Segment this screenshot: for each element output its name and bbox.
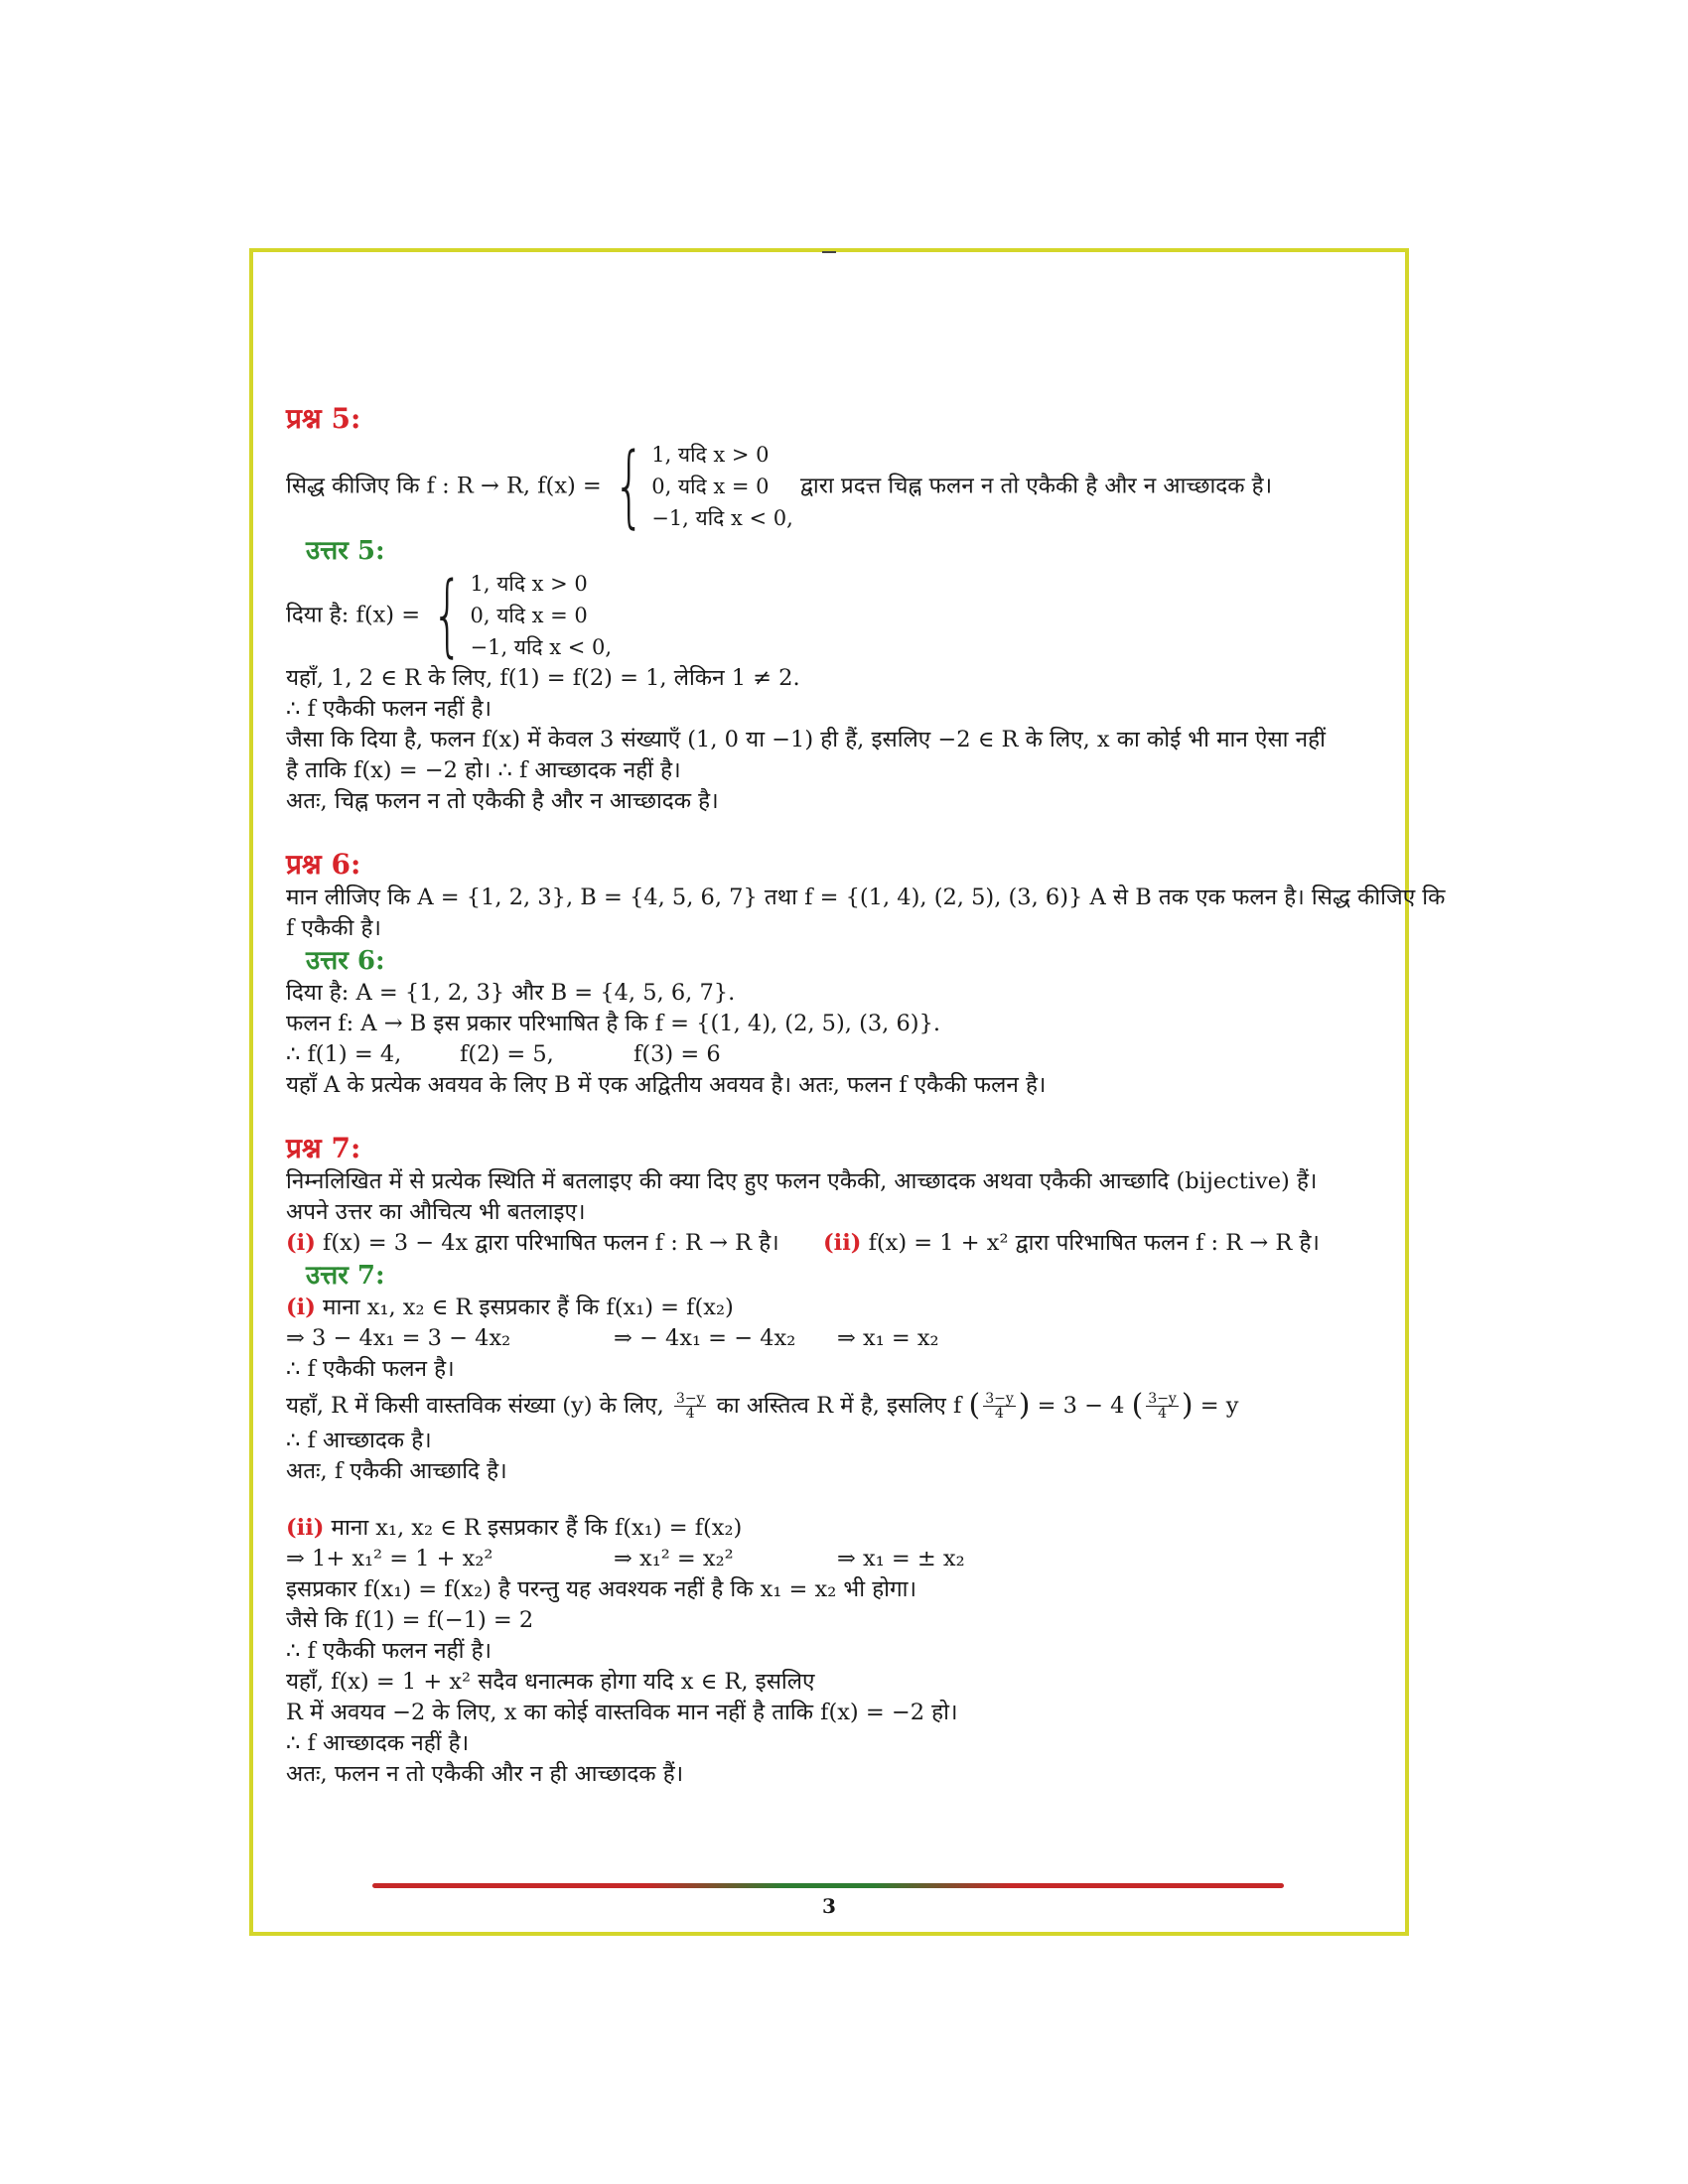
q5-answer-heading: उत्तर 5: xyxy=(306,536,385,566)
q7-i-steps xyxy=(286,1323,1378,1354)
q7-part-ii-text: f(x) = 1 + x² द्वारा परिभाषित फलन f : R → R है। xyxy=(868,1230,1320,1256)
q7-i-line-3: ∴ f एकैकी फलन है। xyxy=(286,1356,455,1382)
q5-line: जैसा कि दिया है, फलन f(x) में केवल 3 संख्याएँ (1, 0 या −1) ही हैं, इसलिए −2 ∈ R के लिए, x का कोई भी मान ऐसा नहीं xyxy=(286,727,1326,752)
q6-line: फलन f: A → B इस प्रकार परिभाषित है कि f = {(1, 4), (2, 5), (3, 6)}. xyxy=(286,1011,941,1036)
q6-conclusion: यहाँ A के प्रत्येक अवयव के लिए B में एक अद्वितीय अवयव है। अतः, फलन f एकैकी फलन है। xyxy=(286,1072,1047,1098)
q7-i-label: (i) xyxy=(286,1295,316,1320)
q7-ii-step-3: ⇒ x₁ = ± x₂ xyxy=(837,1546,965,1571)
q5-statement xyxy=(286,434,1378,538)
q5-given-cases xyxy=(470,568,612,663)
q5-line: यहाँ, 1, 2 ∈ R के लिए, f(1) = f(2) = 1, लेकिन 1 ≠ 2. xyxy=(286,665,800,691)
q7-heading: प्रश्न 7: xyxy=(286,1132,361,1164)
q5-line: अतः, चिह्न फलन न तो एकैकी है और न आच्छादक है। xyxy=(286,788,719,814)
q6-heading: प्रश्न 6: xyxy=(286,848,361,881)
q5-given-case-1: 1, यदि x > 0 xyxy=(470,572,588,596)
q7-ii-label: (ii) xyxy=(286,1515,325,1541)
page-content xyxy=(286,401,1446,1790)
q5-cases-block xyxy=(609,434,793,538)
q6-answer-heading: उत्तर 6: xyxy=(306,946,385,976)
q6-statement-2: f एकैकी है। xyxy=(286,915,381,941)
q6-line: दिया है: A = {1, 2, 3} और B = {4, 5, 6, 7}. xyxy=(286,980,736,1006)
q5-line: ∴ f एकैकी फलन नहीं है। xyxy=(286,696,492,722)
page-number: 3 xyxy=(822,1894,836,1918)
q7-ii-line: यहाँ, f(x) = 1 + x² सदैव धनात्मक होगा यदि x ∈ R, इसलिए xyxy=(286,1669,815,1695)
fraction xyxy=(674,1392,707,1421)
q7-parts xyxy=(286,1228,1378,1259)
q7-answer-heading: उत्तर 7: xyxy=(306,1261,385,1291)
q7-i-line-4d: = y xyxy=(1199,1393,1239,1419)
q7-ii-line: जैसे कि f(1) = f(−1) = 2 xyxy=(286,1607,534,1633)
q6-value-2: f(2) = 5, xyxy=(460,1041,554,1067)
fraction-denominator: 4 xyxy=(1158,1405,1168,1422)
left-brace-icon: { xyxy=(613,434,645,538)
q7-part-i-label: (i) xyxy=(286,1230,316,1256)
q7-i-line-4: यहाँ, R में किसी वास्तविक संख्या (y) के लिए, $\frac{3-y}{4}$ का अस्तित्व R में है, इसलिए f ( $\frac{3-y}{4}$ ) = 3 − 4 ( $\frac{3-y}{4}$ ) = y xyxy=(286,1388,1239,1423)
q7-part-i-text: f(x) = 3 − 4x द्वारा परिभाषित फलन f : R → R है। xyxy=(323,1230,779,1256)
q5-stmt-map: f : R → R, f(x) = xyxy=(426,473,602,499)
q7-statement-1: निम्नलिखित में से प्रत्येक स्थिति में बतलाइए की क्या दिए हुए फलन एकैकी, आच्छादक अथवा एकैकी आच्छादि (bijective) हैं। xyxy=(286,1168,1318,1194)
fraction xyxy=(983,1392,1016,1421)
fraction-denominator: 4 xyxy=(685,1405,695,1422)
q7-i-step-3: ⇒ x₁ = x₂ xyxy=(837,1325,939,1351)
q7-ii-line: इसप्रकार f(x₁) = f(x₂) है परन्तु यह अवश्यक नहीं है कि x₁ = x₂ भी होगा। xyxy=(286,1576,916,1602)
q7-i-text: माना x₁, x₂ ∈ R इसप्रकार हैं कि f(x₁) = f(x₂) xyxy=(323,1295,734,1320)
q7-ii-line: ∴ f आच्छादक नहीं है। xyxy=(286,1730,470,1756)
q7-part-ii-label: (ii) xyxy=(823,1230,862,1256)
q5-case-1: 1, यदि x > 0 xyxy=(651,443,770,467)
q7-ii-steps xyxy=(286,1544,1378,1574)
q5-given-case-2: 0, यदि x = 0 xyxy=(470,604,588,627)
q7-i-line-1 xyxy=(286,1293,1378,1323)
q7-ii-line-1 xyxy=(286,1513,1378,1544)
q5-stmt-after: द्वारा प्रदत्त चिह्न फलन न तो एकैकी है और न आच्छादक है। xyxy=(799,473,1273,499)
q7-statement-2: अपने उत्तर का औचित्य भी बतलाइए। xyxy=(286,1199,586,1225)
q5-heading: प्रश्न 5: xyxy=(286,402,361,435)
q7-ii-step-1: ⇒ 1+ x₁² = 1 + x₂² xyxy=(286,1546,493,1571)
fraction-numerator: 3−y xyxy=(675,1390,705,1407)
q7-ii-line: R में अवयव −2 के लिए, x का कोई वास्तविक मान नहीं है ताकि f(x) = −2 हो। xyxy=(286,1700,958,1725)
q5-case-2: 0, यदि x = 0 xyxy=(651,475,770,498)
q7-ii-step-2: ⇒ x₁² = x₂² xyxy=(614,1546,734,1571)
q7-i-line-4b: का अस्तित्व R में है, इसलिए f xyxy=(716,1393,962,1419)
q7-i-line-4c: = 3 − 4 xyxy=(1037,1393,1125,1419)
q6-value-1: ∴ f(1) = 4, xyxy=(286,1041,402,1067)
q7-ii-text: माना x₁, x₂ ∈ R इसप्रकार हैं कि f(x₁) = f(x₂) xyxy=(331,1515,743,1541)
q7-i-step-1: ⇒ 3 − 4x₁ = 3 − 4x₂ xyxy=(286,1325,511,1351)
q5-given-case-3: −1, यदि x < 0, xyxy=(470,635,613,659)
q7-i-step-2: ⇒ − 4x₁ = − 4x₂ xyxy=(614,1325,796,1351)
frame-tick xyxy=(822,251,836,253)
fraction-denominator: 4 xyxy=(995,1405,1004,1422)
q7-ii-line: ∴ f एकैकी फलन नहीं है। xyxy=(286,1638,492,1664)
q5-given-cases-block xyxy=(427,563,613,667)
q5-stmt-before: सिद्ध कीजिए कि xyxy=(286,473,420,499)
fraction xyxy=(1146,1392,1179,1421)
q6-values xyxy=(286,1039,1378,1070)
q7-i-line-4a: यहाँ, R में किसी वास्तविक संख्या (y) के लिए, xyxy=(286,1393,664,1419)
q5-cases xyxy=(651,439,793,534)
q5-given-label: दिया है: f(x) = xyxy=(286,602,421,628)
q7-ii-line: अतः, फलन न तो एकैकी और न ही आच्छादक हैं। xyxy=(286,1761,684,1787)
q5-case-3: −1, यदि x < 0, xyxy=(651,506,793,530)
q6-statement-1: मान लीजिए कि A = {1, 2, 3}, B = {4, 5, 6, 7} तथा f = {(1, 4), (2, 5), (3, 6)} A से B तक एक फलन है। सिद्ध कीजिए कि xyxy=(286,885,1446,910)
q5-given xyxy=(286,563,1378,667)
footer-rule xyxy=(372,1883,1284,1888)
fraction-numerator: 3−y xyxy=(985,1390,1014,1407)
q7-i-line-5: ∴ f आच्छादक है। xyxy=(286,1428,432,1453)
fraction-numerator: 3−y xyxy=(1148,1390,1177,1407)
q7-i-line-6: अतः, f एकैकी आच्छादि है। xyxy=(286,1458,507,1484)
left-brace-icon: { xyxy=(432,563,464,667)
q5-line: है ताकि f(x) = −2 हो। ∴ f आच्छादक नहीं है। xyxy=(286,757,681,783)
q6-value-3: f(3) = 6 xyxy=(633,1041,721,1067)
